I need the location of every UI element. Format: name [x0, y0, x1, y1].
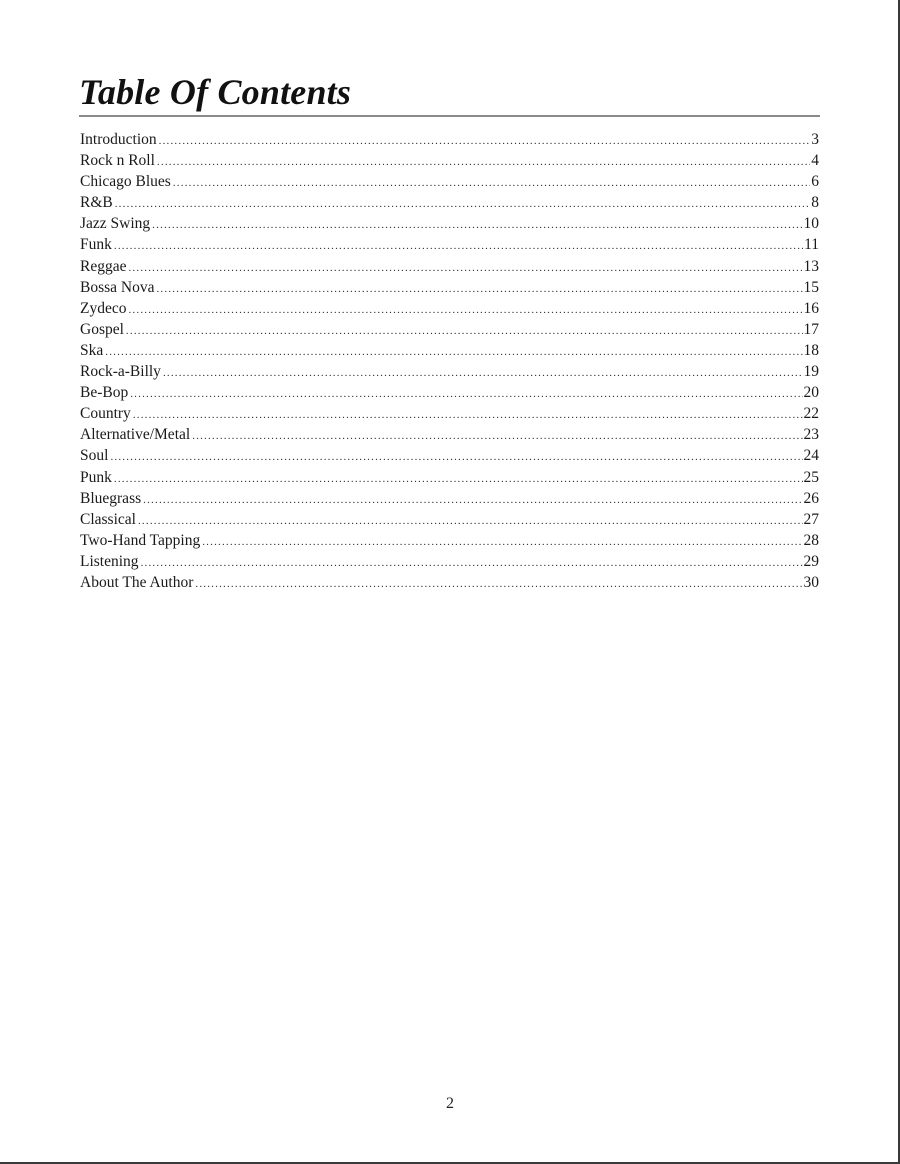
- dot-leader: [115, 194, 811, 213]
- table-of-contents: [80, 129, 819, 593]
- toc-entry-title: Reggae: [80, 257, 127, 275]
- dot-leader: [126, 321, 803, 340]
- toc-entry-title: Alternative/Metal: [80, 426, 191, 444]
- toc-entry-page: 28: [803, 531, 819, 549]
- dot-leader: [114, 236, 803, 255]
- page-number: 2: [446, 1095, 454, 1112]
- toc-entry-title: Rock n Roll: [80, 152, 155, 170]
- toc-entry-title: Punk: [80, 468, 112, 486]
- dot-leader: [192, 426, 802, 445]
- toc-entry-title: Bossa Nova: [80, 278, 155, 296]
- toc-entry[interactable]: [80, 256, 819, 277]
- toc-entry[interactable]: [80, 530, 819, 551]
- toc-entry-page: 10: [803, 215, 819, 233]
- toc-entry[interactable]: [80, 403, 819, 424]
- toc-entry-title: Zydeco: [80, 299, 127, 317]
- dot-leader: [110, 447, 802, 466]
- toc-entry[interactable]: [80, 361, 819, 382]
- toc-entry[interactable]: [80, 551, 819, 572]
- toc-entry-page: 29: [803, 552, 819, 570]
- toc-entry-title: Ska: [80, 341, 104, 359]
- toc-entry-page: 11: [804, 236, 819, 254]
- toc-entry[interactable]: [80, 488, 819, 509]
- toc-entry[interactable]: [80, 467, 819, 488]
- toc-entry[interactable]: [80, 150, 819, 171]
- toc-entry[interactable]: [80, 192, 819, 213]
- toc-entry[interactable]: [80, 509, 819, 530]
- dot-leader: [128, 258, 802, 277]
- toc-entry-page: 8: [811, 194, 819, 212]
- dot-leader: [130, 384, 802, 403]
- toc-entry[interactable]: [80, 129, 819, 150]
- dot-leader: [114, 469, 803, 488]
- dot-leader: [195, 574, 802, 593]
- toc-entry-title: Rock-a-Billy: [80, 363, 161, 381]
- toc-entry-title: Jazz Swing: [80, 215, 151, 233]
- toc-entry[interactable]: [80, 277, 819, 298]
- dot-leader: [141, 553, 803, 572]
- toc-entry-title: Gospel: [80, 320, 124, 338]
- toc-entry-page: 4: [811, 152, 819, 170]
- toc-entry[interactable]: [80, 340, 819, 361]
- dot-leader: [152, 215, 802, 234]
- dot-leader: [156, 279, 802, 298]
- toc-entry[interactable]: [80, 298, 819, 319]
- toc-entry-page: 24: [803, 447, 819, 465]
- toc-entry[interactable]: [80, 424, 819, 445]
- toc-entry[interactable]: [80, 572, 819, 593]
- toc-entry-page: 27: [803, 510, 819, 528]
- dot-leader: [157, 152, 810, 171]
- dot-leader: [159, 131, 811, 150]
- dot-leader: [143, 490, 802, 509]
- toc-entry-title: R&B: [80, 194, 113, 212]
- dot-leader: [202, 532, 802, 551]
- page-title: Table Of Contents: [79, 72, 352, 112]
- toc-entry-title: Soul: [80, 447, 109, 465]
- toc-entry-page: 19: [803, 363, 819, 381]
- toc-entry[interactable]: [80, 445, 819, 466]
- toc-entry-title: Chicago Blues: [80, 173, 171, 191]
- toc-entry-title: Introduction: [80, 131, 157, 148]
- toc-entry-page: 6: [811, 173, 819, 191]
- toc-entry-page: 30: [803, 573, 819, 591]
- toc-entry-title: About The Author: [80, 573, 194, 591]
- toc-entry-title: Funk: [80, 236, 112, 254]
- toc-entry-page: 22: [803, 405, 819, 423]
- toc-entry-page: 15: [803, 278, 819, 296]
- toc-entry[interactable]: [80, 319, 819, 340]
- toc-entry-title: Bluegrass: [80, 489, 142, 507]
- toc-entry-page: 26: [803, 489, 819, 507]
- toc-entry-title: Listening: [80, 552, 139, 570]
- toc-entry-page: 16: [803, 299, 819, 317]
- dot-leader: [133, 405, 803, 424]
- dot-leader: [105, 342, 802, 361]
- dot-leader: [138, 511, 803, 530]
- toc-entry-title: Country: [80, 405, 131, 423]
- toc-entry-page: 13: [803, 257, 819, 275]
- title-rule: [79, 115, 820, 117]
- toc-entry[interactable]: [80, 213, 819, 234]
- dot-leader: [163, 363, 803, 382]
- dot-leader: [173, 173, 810, 192]
- toc-entry-page: 25: [803, 468, 819, 486]
- toc-entry-title: Be-Bop: [80, 384, 129, 402]
- toc-entry[interactable]: [80, 171, 819, 192]
- toc-entry[interactable]: [80, 234, 819, 255]
- toc-entry-title: Classical: [80, 510, 136, 528]
- toc-entry-page: 23: [803, 426, 819, 444]
- toc-entry[interactable]: [80, 382, 819, 403]
- toc-entry-page: 20: [803, 384, 819, 402]
- toc-entry-page: 18: [803, 341, 819, 359]
- toc-entry-page: 17: [803, 320, 819, 338]
- toc-entry-page: 3: [811, 131, 819, 148]
- dot-leader: [128, 300, 802, 319]
- toc-entry-title: Two-Hand Tapping: [80, 531, 201, 549]
